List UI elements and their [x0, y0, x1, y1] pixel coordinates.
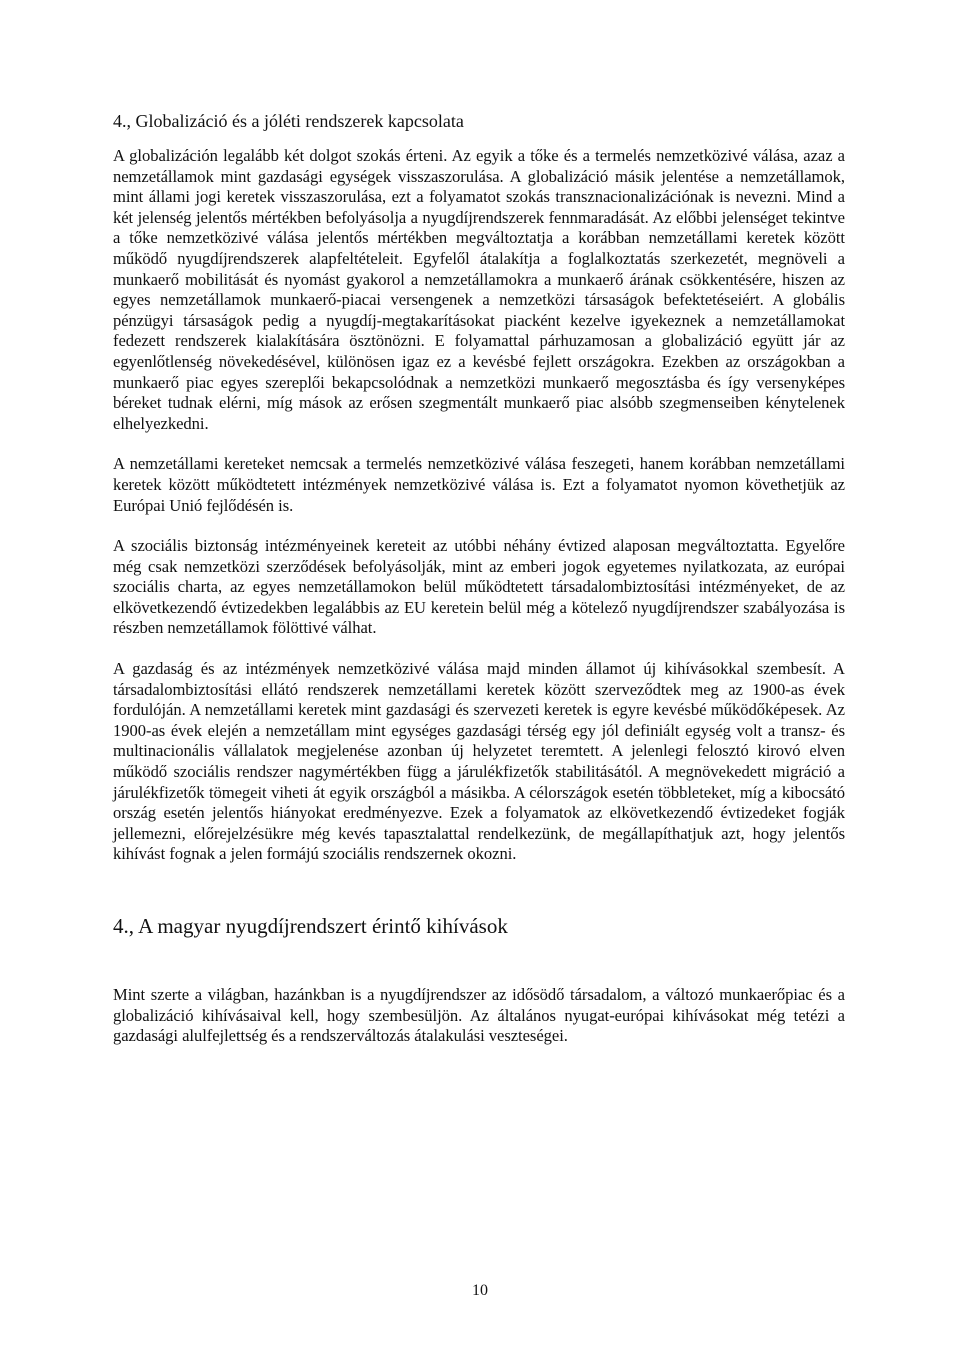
paragraph-2: A nemzetállami kereteket nemcsak a termelés nemzetközivé válása feszegeti, hanem korábban nemzetállami keretek között működtetett intézmények nemzetközivé válása is. Ezt a folyamatot nyomon követhetjük az Európai Unió fejlődésén is. — [113, 454, 845, 515]
document-page — [113, 110, 845, 1047]
paragraph-5: Mint szerte a világban, hazánkban is a nyugdíjrendszer az idősödő társadalom, a változó munkaerőpiac és a globalizáció kihívásaival kell, hogy szembesüljön. Az általános nyugat-európai kihívásokat még tetézi a gazdasági alulfejlettség és a rendszerváltozás átalakulási veszteségei. — [113, 985, 845, 1046]
paragraph-3: A szociális biztonság intézményeinek kereteit az utóbbi néhány évtized alaposan megváltoztatta. Egyelőre még csak nemzetközi szerződések befolyásolják, mint az emberi jogok egyetemes nyilatkozata, az európai szociális charta, az egyes nemzetállamokon belül működtetett társadalombiztosítási intézményeket, de az elkövetkezendő évtizedekben legalábbis az EU keretein belül még a kötelező nyugdíjrendszer szabályozása is részben nemzetállamok fölöttivé válhat. — [113, 536, 845, 638]
section-heading-globalization: 4., Globalizáció és a jóléti rendszerek kapcsolata — [113, 111, 464, 131]
section-heading-hungarian-pension: 4., A magyar nyugdíjrendszert érintő kihívások — [113, 914, 508, 938]
paragraph-4: A gazdaság és az intézmények nemzetközivé válása majd minden államot új kihívásokkal szembesít. A társadalombiztosítási ellátó rendszerek nemzetállami keretek között szerveződtek meg az 1900-as évek fordulóján. A nemzetállami keretek mint gazdasági és szervezeti keretek is egyre kevésbé működőképesek. Az 1900-as évek elején a nemzetállam mint egységes gazdasági térség egy jól definiált egység volt a transz- és multinacionális vállalatok megjelenése azonban új helyzetet teremtett. A jelenlegi felosztó kirovó elven működő szociális rendszer nagymértékben függ a járulékfizetők stabilitásától. A megnövekedett migráció a járulékfizetők tömegeit viheti át egyik országból a másikba. A célországok esetén többleteket, míg a kibocsátó ország esetén jelentős hiányokat eredményezve. Ezek a folyamatok az elkövetkezendő évtizedeket fogják jellemezni, előrejelzésükre még kevés tapasztalattal rendelkezünk, de megállapíthatjuk azt, hogy jelentős kihívást fognak a jelen formájú szociális rendszernek okozni. — [113, 659, 845, 864]
paragraph-1: A globalizáción legalább két dolgot szokás érteni. Az egyik a tőke és a termelés nemzetközivé válása, azaz a nemzetállamok mint gazdasági egységek visszaszorulása. A globalizáció másik jelentése a nemzetállamok, mint állami jogi keretek visszaszorulása, ezt a folyamatot szokás transznacionalizációnak is nevezni. Mind a két jelenség jelentős mértékben befolyásolja a nyugdíjrendszerek fennmaradását. Az előbbi jelenséget tekintve a tőke nemzetközivé válása jelentős mértékben megváltoztatja a korábban nemzetállami keretek között működő nyugdíjrendszerek alapfeltételeit. Egyfelől átalakítja a foglalkoztatás szerkezetét, megnöveli a munkaerő mobilitását és nyomást gyakorol a nemzetállamokra a munkaerő árának csökkentésére, hiszen az egyes nemzetállamok munkaerő-piacai versengenek a nemzetközi társaságok befektetéseiért. A globális pénzügyi társaságok pedig a nyugdíj-megtakarításokat piacként kezelve igyekeznek a nemzetállamokat fedezett rendszerek kialakítására ösztönözni. E folyamattal párhuzamosan a globalizáció együtt jár az egyenlőtlenség növekedésével, különösen igaz ez a kevésbé fejlett országokra. Ezekben az országokban a munkaerő piac egyes szereplői bekapcsolódnak a nemzetközi munkaerő megosztásba és így versenyképes béreket tudnak elérni, míg mások az erősen szegmentált munkaerő piac alsóbb szegmenseiben kénytelenek elhelyezkedni. — [113, 146, 845, 433]
page-number: 10 — [472, 1282, 488, 1299]
